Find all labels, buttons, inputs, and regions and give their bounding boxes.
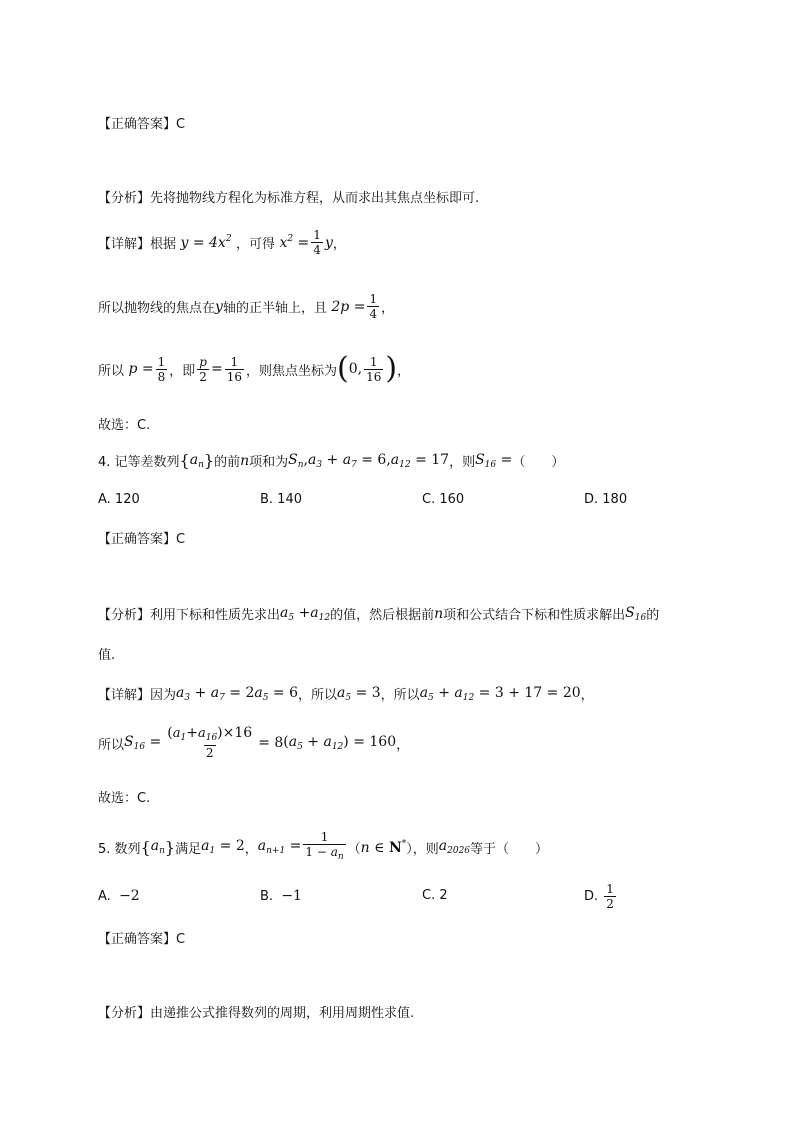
q4-detail-line: 【详解】因为 $a_3 + a_7 = 2a_5 = 6$ ，所以 $a_5 = 3$ ，所以 $a_5 + a_{12} = 3 + 17 = 20$ ，	[98, 684, 594, 703]
q5-end: 等于（ ）	[470, 841, 549, 857]
detail-mid: ，可得	[236, 237, 276, 252]
detail-line-3: 【详解】根据 $y = 4x^2$ ，可得 $x^2$ = $\frac{1}{4}$ y ，	[98, 228, 346, 257]
q5-mid3: （	[347, 841, 361, 857]
frac-p-2: $\frac{p}{2}$	[199, 354, 207, 384]
q4-option-c: C. 160	[422, 492, 465, 507]
detail-line-3b: 所以抛物线的焦点在 y 轴的正半轴上，且 2p = $\frac{1}{4}$ ，	[98, 292, 395, 321]
q4-analysis-line2	[98, 644, 115, 663]
q4-analysis-5: 值.	[98, 648, 116, 663]
analysis-text: 【分析】先将抛物线方程化为标准方程，从而求出其焦点坐标即可.	[98, 191, 480, 206]
q5-answer-line	[98, 928, 185, 947]
q4-mid1: 的前	[214, 455, 241, 470]
answer-line-3	[98, 113, 185, 132]
line2-prefix: 所以抛物线的焦点在	[98, 301, 216, 316]
q5-mid1: 满足	[175, 841, 202, 857]
math-y-axis: y	[215, 298, 223, 315]
line3-prefix: 所以	[98, 363, 125, 379]
line3-mid2: ，则焦点坐标为	[245, 363, 337, 379]
q4-prefix: 4. 记等差数列	[98, 455, 180, 470]
q5-option-a: A. −2	[98, 888, 140, 904]
math-2p: 2p =	[326, 298, 366, 315]
math-eq2: $x^2$ =	[275, 234, 310, 251]
detail-line-3c: 所以 p = $\frac{1}{8}$ ，即 $\frac{p}{2}$ = $\frac{1}{16}$ ，则焦点坐标为 ( 0, $\frac{1}{16}$ ) ，	[98, 351, 411, 386]
math-y: y	[324, 234, 333, 251]
frac-1-16: $\frac{1}{16}$	[226, 354, 242, 384]
q4-answer-text: 【正确答案】C	[98, 532, 186, 547]
q4-conclusion	[98, 787, 150, 806]
conclusion-line-3	[98, 414, 150, 433]
q4-detail-line2: 所以 $S_{16}$ = $\frac{(a_1+a_{16})\times 16}{2}$ = 8 $(a_5 + a_{12}) = 160$ ，	[98, 725, 410, 760]
q4-option-a: A. 120	[98, 492, 140, 507]
q4-option-d: D. 180	[584, 492, 628, 507]
q5-prefix: 5. 数列	[98, 841, 141, 857]
question-4-stem: 4. 记等差数列 { $a_n$ } 的前 n 项和为 $S_n,a_3 + a_7 = 6,a_{12} = 17$ ，则 $S_{16}$ = （ ）	[98, 451, 565, 470]
conclusion-text: 故选：C.	[98, 418, 151, 433]
frac-1-4: $\frac{1}{4}$	[313, 228, 321, 257]
detail-prefix: 【详解】根据	[98, 237, 177, 252]
q5-mid4: ），则	[406, 841, 439, 857]
q4-detail-2: ，所以	[298, 688, 338, 703]
q4-answer-line	[98, 528, 185, 547]
line3-mid1: ，即	[169, 363, 196, 379]
q4-analysis-2: 的值，然后根据前	[330, 608, 435, 623]
q4-analysis-1: 【分析】利用下标和性质先求出	[98, 608, 281, 623]
q5-option-c: C. 2	[422, 888, 448, 903]
q4-option-b: B. 140	[260, 492, 302, 507]
answer-text: 【正确答案】C	[98, 117, 186, 132]
q4-detail-1: 【详解】因为	[98, 688, 177, 703]
q5-analysis-line	[98, 1002, 414, 1021]
q5-option-b: B. −1	[260, 888, 302, 904]
q5-answer-text: 【正确答案】C	[98, 932, 186, 947]
q4-detail-3: ，所以	[380, 688, 420, 703]
frac-1-8: $\frac{1}{8}$	[157, 354, 166, 384]
frac-1-16b: $\frac{1}{16}$	[366, 354, 382, 384]
math-eq1: $y = 4x^2$	[176, 234, 232, 251]
q4-end: （ ）	[512, 455, 565, 470]
q4-line2-prefix: 所以	[98, 737, 125, 753]
q4-analysis-4: 的	[646, 608, 660, 623]
question-5-stem: 5. 数列 { $a_n$ } 满足 $a_1 = 2$ ， $a_{n+1}$ = $\frac{1}{1 - a_n}$ （ n ∈ N* ），则 $a_{2026}$ 等于（ ）	[98, 830, 549, 862]
q5-option-d: D. $\frac{1}{2}$	[584, 882, 614, 911]
q4-analysis-line: 【分析】利用下标和性质先求出 $a_5 +a_{12}$ 的值，然后根据前 n 项和公式结合下标和性质求解出 $S_{16}$ 的	[98, 604, 660, 623]
frac-1-4b: $\frac{1}{4}$	[369, 292, 378, 321]
frac-sum-16: $\frac{(a_1+a_{16})\times 16}{2}$	[167, 725, 253, 760]
q4-analysis-3: 项和公式结合下标和性质求解出	[443, 608, 626, 623]
q5-analysis-text: 【分析】由递推公式推得数列的周期，利用周期性求值.	[98, 1006, 415, 1021]
frac-recur: $\frac{1}{1 - a_n}$	[305, 830, 344, 862]
q4-mid3: ，则	[449, 455, 476, 470]
q5-mid2: ，	[244, 841, 258, 857]
line2-mid: 轴的正半轴上，且	[222, 301, 327, 316]
q4-conclusion-text: 故选：C.	[98, 791, 151, 806]
analysis-line-3	[98, 187, 479, 206]
math-p: p =	[124, 361, 154, 377]
q4-mid2: 项和为	[249, 455, 289, 470]
